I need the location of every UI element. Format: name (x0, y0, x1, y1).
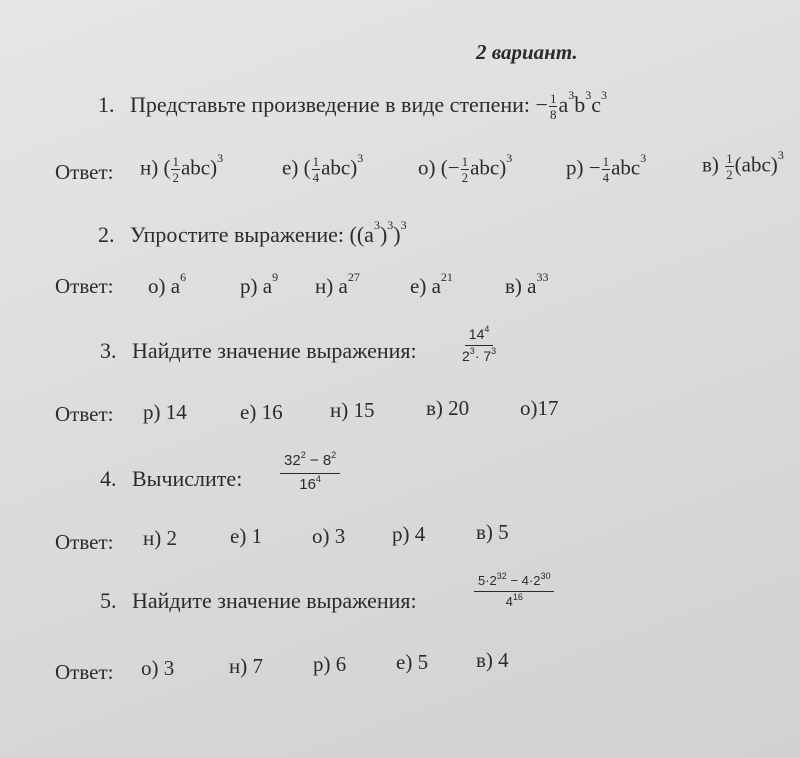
q2-option-2[interactable]: р) $a^9$ (240, 270, 279, 298)
question-2-text: Упростите выражение: (130, 222, 345, 247)
q2-option-5[interactable]: в) $a^{33}$ (505, 270, 549, 298)
question-4-expression: $\frac{32^2 - 8^2}{16^4}$ (280, 452, 340, 493)
question-3 (100, 338, 417, 364)
question-4 (100, 466, 242, 492)
question-5-number: 5. (100, 588, 117, 613)
q5-option-1[interactable]: о) 3 (141, 656, 175, 680)
answer-label-1: Ответ: (55, 160, 114, 184)
question-1 (98, 88, 607, 123)
q1-option-1[interactable]: н) ( $\frac{1}{2}$ abc)$^3$ (140, 151, 224, 185)
q4-option-1[interactable]: н) 2 (143, 526, 177, 550)
q2-option-1[interactable]: о) $a^6$ (148, 270, 187, 298)
question-2 (98, 218, 407, 248)
answer-label-5: Ответ: (55, 660, 114, 684)
answer-label-4: Ответ: (55, 530, 114, 554)
q1-option-4[interactable]: р) − $\frac{1}{4}$ abc$^3$ (566, 151, 647, 185)
q2-option-4[interactable]: е) $a^{21}$ (410, 270, 453, 298)
q5-option-2[interactable]: н) 7 (229, 654, 263, 678)
q3-option-5[interactable]: о)17 (520, 396, 559, 420)
q1-option-2[interactable]: е) ( $\frac{1}{4}$ abc)$^3$ (282, 151, 364, 185)
q3-option-4[interactable]: в) 20 (426, 396, 470, 420)
q3-option-2[interactable]: е) 16 (240, 400, 283, 424)
question-5-expression: $\frac{5\cdot 2^{32} - 4\cdot 2^{30}}{4^{16}}$ (474, 572, 554, 610)
q5-option-4[interactable]: е) 5 (396, 650, 429, 674)
answer-label-3: Ответ: (55, 402, 114, 426)
question-1-number: 1. (98, 92, 115, 117)
q3-option-3[interactable]: н) 15 (330, 398, 375, 422)
question-1-expression: − $\frac{1}{8}$ $a^3b^3c^3$ (535, 88, 607, 123)
q4-option-5[interactable]: в) 5 (476, 520, 509, 544)
q3-option-1[interactable]: р) 14 (143, 400, 187, 424)
question-5-text: Найдите значение выражения: (132, 588, 417, 613)
question-3-expression: $\frac{14^4}{2^3\cdot 7^3}$ (462, 324, 497, 365)
q4-option-3[interactable]: о) 3 (312, 524, 346, 548)
question-1-text: Представьте произведение в виде степени: (130, 92, 531, 117)
q1-option-3[interactable]: о) (− $\frac{1}{2}$ abc)$^3$ (418, 151, 513, 185)
q5-option-5[interactable]: в) 4 (476, 648, 509, 672)
question-4-text: Вычислите: (132, 466, 243, 491)
question-2-expression: $((a^3)^3)^3$ (349, 218, 407, 247)
q2-option-3[interactable]: н) $a^{27}$ (315, 270, 360, 298)
question-2-number: 2. (98, 222, 115, 247)
q5-option-3[interactable]: р) 6 (313, 652, 347, 676)
question-3-text: Найдите значение выражения: (132, 338, 417, 363)
q1-option-5[interactable]: в) $\frac{1}{2}$ (abc)$^3$ (702, 148, 784, 182)
q4-option-4[interactable]: р) 4 (392, 522, 426, 546)
q4-option-2[interactable]: е) 1 (230, 524, 263, 548)
question-5 (100, 588, 417, 614)
question-3-number: 3. (100, 338, 117, 363)
question-4-number: 4. (100, 466, 117, 491)
answer-label-2: Ответ: (55, 274, 114, 298)
variant-title: 2 вариант. (476, 40, 578, 64)
